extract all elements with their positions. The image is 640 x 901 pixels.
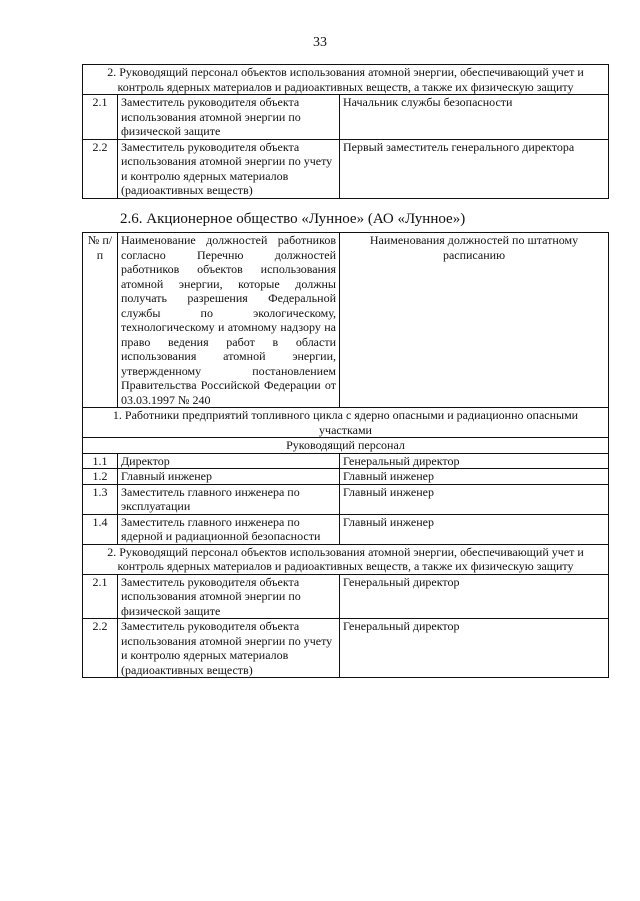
staff-position: Начальник службы безопасности bbox=[340, 95, 609, 140]
header-position-name: Наименование должностей работников согласно Перечню должностей работников объектов использования атомной энергии, которые должны получать разрешения Федеральной службы по экологическому, технологическому и атомному надзору на право ведения работ в области использования атомной энергии, утвержденному постановлением Правительства Российской Федерации от 03.03.1997 № 240 bbox=[118, 233, 340, 408]
header-number: № п/п bbox=[83, 233, 118, 408]
position-name: Заместитель руководителя объекта использования атомной энергии по учету и контролю ядерных материалов (радиоактивных веществ) bbox=[118, 139, 340, 198]
row-number: 2.1 bbox=[83, 95, 118, 140]
row-number: 2.1 bbox=[83, 574, 118, 619]
table-row bbox=[83, 469, 609, 485]
row-number: 1.1 bbox=[83, 453, 118, 469]
row-number: 1.4 bbox=[83, 514, 118, 544]
organization-title: 2.6. Акционерное общество «Лунное» (АО «Лунное») bbox=[120, 211, 466, 227]
staff-position: Первый заместитель генерального директора bbox=[340, 139, 609, 198]
table-row bbox=[83, 619, 609, 678]
position-name: Заместитель руководителя объекта использования атомной энергии по физической защите bbox=[118, 95, 340, 140]
section-header-row bbox=[83, 408, 609, 438]
staff-position: Генеральный директор bbox=[340, 453, 609, 469]
table-row bbox=[83, 95, 609, 140]
subsection-header-row bbox=[83, 438, 609, 454]
row-number: 2.2 bbox=[83, 139, 118, 198]
position-name: Заместитель руководителя объекта использования атомной энергии по физической защите bbox=[118, 574, 340, 619]
position-name: Директор bbox=[118, 453, 340, 469]
table-header-row bbox=[83, 233, 609, 408]
positions-table bbox=[82, 232, 609, 678]
table-row bbox=[83, 139, 609, 198]
positions-table-continued bbox=[82, 64, 609, 199]
section-1-header: 1. Работники предприятий топливного цикла с ядерно опасными и радиационно опасными участками bbox=[83, 408, 609, 438]
table-row bbox=[83, 453, 609, 469]
management-staff-header: Руководящий персонал bbox=[83, 438, 609, 454]
header-staff-position: Наименования должностей по штатному расписанию bbox=[340, 233, 609, 408]
position-name: Заместитель главного инженера по ядерной и радиационной безопасности bbox=[118, 514, 340, 544]
row-number: 1.2 bbox=[83, 469, 118, 485]
position-name: Заместитель руководителя объекта использования атомной энергии по учету и контролю ядерных материалов (радиоактивных веществ) bbox=[118, 619, 340, 678]
section-header-row bbox=[83, 544, 609, 574]
staff-position: Главный инженер bbox=[340, 484, 609, 514]
staff-position: Генеральный директор bbox=[340, 574, 609, 619]
table-row bbox=[83, 514, 609, 544]
table-row bbox=[83, 574, 609, 619]
section-2-header: 2. Руководящий персонал объектов использования атомной энергии, обеспечивающий учет и контроль ядерных материалов и радиоактивных веществ, а также их физическую защиту bbox=[83, 544, 609, 574]
section-2-header: 2. Руководящий персонал объектов использования атомной энергии, обеспечивающий учет и контроль ядерных материалов и радиоактивных веществ, а также их физическую защиту bbox=[83, 65, 609, 95]
staff-position: Генеральный директор bbox=[340, 619, 609, 678]
table-row bbox=[83, 484, 609, 514]
position-name: Заместитель главного инженера по эксплуатации bbox=[118, 484, 340, 514]
row-number: 1.3 bbox=[83, 484, 118, 514]
staff-position: Главный инженер bbox=[340, 469, 609, 485]
page-number: 33 bbox=[313, 35, 327, 50]
position-name: Главный инженер bbox=[118, 469, 340, 485]
staff-position: Главный инженер bbox=[340, 514, 609, 544]
row-number: 2.2 bbox=[83, 619, 118, 678]
section-header-row bbox=[83, 65, 609, 95]
